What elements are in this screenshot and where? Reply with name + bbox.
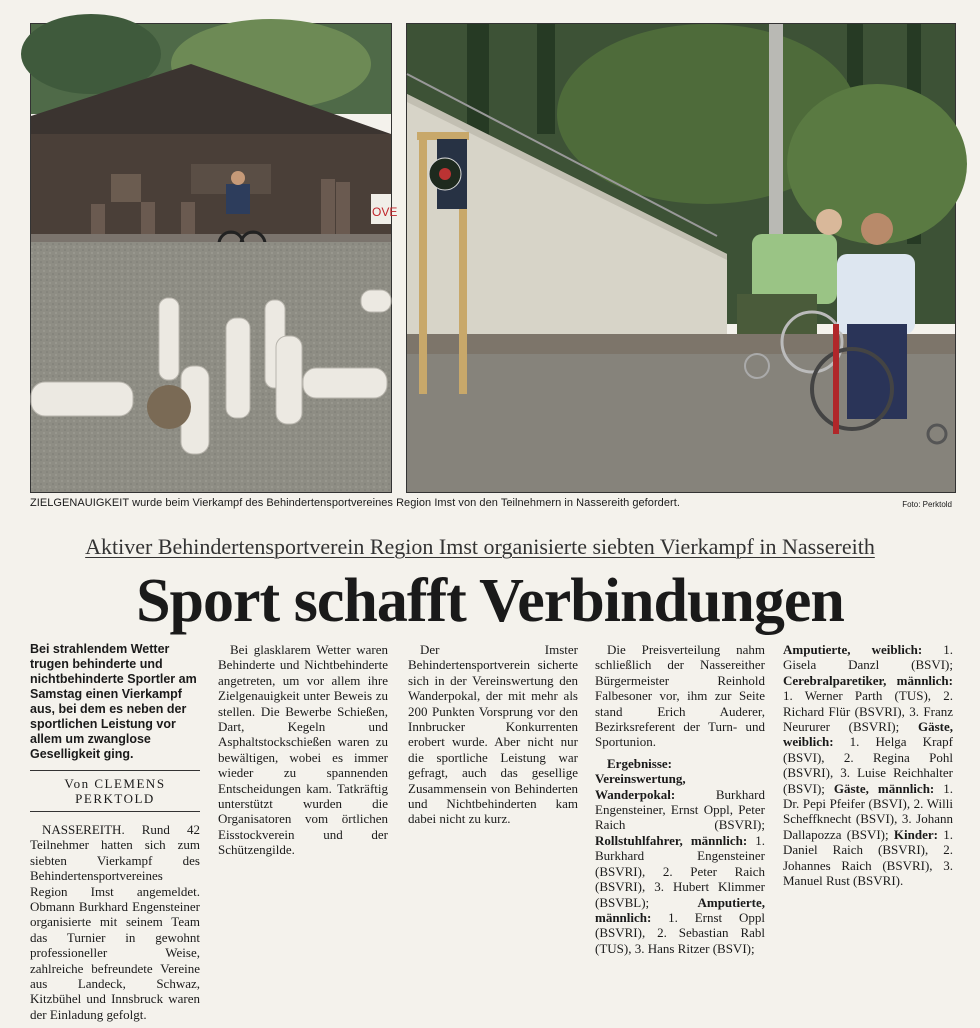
body-paragraph-4: Die Preisverteilung nahm schließlich der Nassereither Bürgermeister Reinhold Falbesoner vor, ihm zur Seite stand Erich Auderer, Bezirksreferent der Turn- und Sportunion.: [595, 642, 765, 750]
kicker-text: Aktiver Behindertensportverein Region Imst organisierte siebten Vierkampf in Nassereith: [85, 534, 875, 559]
photo-bowling-pins: [30, 23, 398, 493]
lead-paragraph: Bei strahlendem Wetter trugen behinderte und nichtbehinderte Sportler am Samstag einen Vierkampf aus, bei dem es neben der sportlichen Leistung vor allem um zwanglose Geselligkeit ging.: [30, 642, 197, 761]
results-part-1: [595, 756, 765, 956]
results-text-8: 1. Daniel Raich (BSVRI), 2. Johannes Raich (BSVRI), 3. Manuel Rust (BSVRI).: [783, 826, 953, 889]
results-part-2: [783, 642, 953, 889]
results-label-6: Gäste, weiblich:: [783, 719, 953, 750]
photo-caption: [30, 497, 770, 509]
results-text-7: 1. Dr. Pepi Pfeifer (BSVI), 2. Willi Scheffknecht (BSVI), 3. Johann Dallapozza (BSVI);: [783, 780, 953, 842]
main-headline: Sport schafft Verbindungen: [136, 567, 844, 635]
caption-text: wurde beim Vierkampf des Behindertensportvereines Region Imst von den Teilnehmern in Nassereith gefordert.: [128, 497, 680, 509]
results-label-4: Amputierte, weiblich:: [783, 642, 923, 657]
results-text-1: Burkhard Engensteiner, Ernst Oppl, Peter Raich (BSVRI);: [595, 786, 765, 833]
results-text-5: 1. Werner Parth (TUS), 2. Richard Flür (BSVRI), 3. Franz Neururer (BSVRI);: [783, 688, 953, 735]
results-label-3: Amputierte, männlich:: [595, 894, 765, 925]
photo-credit: Foto: Perktold: [902, 500, 952, 509]
results-label-5: Cerebralparetiker, männlich:: [783, 672, 953, 688]
kicker-headline: [0, 534, 960, 560]
article-column-2: [218, 642, 388, 864]
results-text-4: 1. Gisela Danzl (BSVI);: [783, 642, 953, 673]
results-text-3: 1. Ernst Oppl (BSVRI), 2. Sebastian Rabl (TUS), 3. Hans Ritzer (BSVI);: [595, 909, 765, 956]
article-column-5: [783, 642, 953, 895]
body-paragraph-2: Bei glasklarem Wetter waren Behinderte und Nichtbehinderte angetreten, um vor allem ihre Zielgenauigkeit unter Beweis zu stellen. Die Bewerbe Schießen, Dart, Kegeln und Asphaltstockschießen waren zu bewältigen, wobei es immer wieder zu spannenden Entscheidungen kam. Tatkräftig unterstützt wurden die Organisatoren vom örtlichen Eisstockverein und der Schützengilde.: [218, 642, 388, 858]
sign-text: OVE: [372, 205, 398, 219]
byline: Von CLEMENS PERKTOLD: [30, 770, 200, 812]
caption-lead: ZIELGENAUIGKEIT: [30, 497, 129, 509]
article-column-3: [408, 642, 578, 833]
results-label-8: Kinder:: [893, 826, 938, 842]
photo-dart-wheelchair: [406, 23, 956, 493]
article-column-4: [595, 642, 765, 962]
results-label-7: Gäste, männlich:: [833, 780, 935, 796]
results-label-2: Rollstuhlfahrer, männlich:: [595, 832, 748, 848]
article-column-1: [30, 642, 200, 1028]
body-paragraph-1: NASSEREITH. Rund 42 Teilnehmer hatten sich zum siebten Vierkampf des Behindertensportvereines Region Imst angemeldet. Obmann Burkhard Engensteiner organisierte mit seinem Team das Turnier in gewohnt professioneller Weise, zahlreiche befreundete Vereine aus Landeck, Schwaz, Kitzbühel und Innsbruck waren der Einladung gefolgt.: [30, 822, 200, 1022]
results-label-1: Ergebnisse: Vereinswertung, Wanderpokal:: [595, 755, 686, 802]
results-text-6: 1. Helga Krapf (BSVI), 2. Regina Pohl (BSVRI), 3. Luise Reichhalter (BSVI);: [783, 734, 953, 796]
results-text-2: 1. Burkhard Engensteiner (BSVRI), 2. Peter Raich (BSVRI), 3. Hubert Klimmer (BSVBL);: [595, 832, 766, 910]
body-paragraph-3: Der Imster Behindertensportverein sicherte sich in der Vereinswertung den Wanderpokal, der mit mehr als 200 Punkten Vorsprung vor den Innbrucker Konkurrenten erobert wurde. Aber nicht nur die sportliche Leistung war gefragt, auch das gesellige Zusammensein von Behinderten und Nichtbehinderten kam dabei nicht zu kurz.: [408, 642, 578, 827]
